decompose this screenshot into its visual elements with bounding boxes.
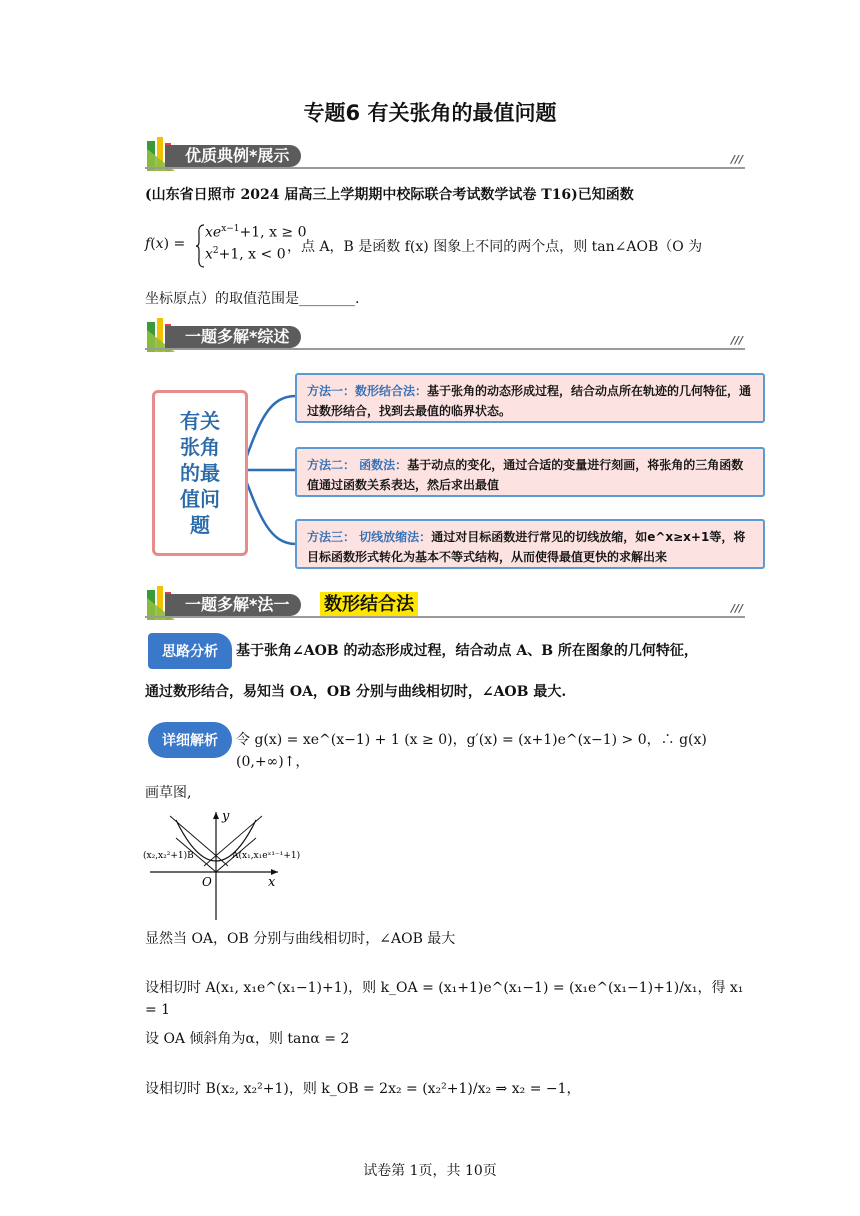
point-b-label: (x₂,x₂²+1)B — [143, 851, 194, 861]
divider — [145, 167, 745, 169]
slash-mark: /// — [730, 334, 743, 347]
section-banner-method1 — [145, 584, 745, 624]
tangent-a-line: 设相切时 A(x₁, x₁e^(x₁−1)+1)，则 k_OA = (x₁+1)e^(x₁−1) = (x₁e^(x₁−1)+1)/x₁，得 x₁ = 1 — [145, 980, 744, 1018]
slash-mark: /// — [730, 153, 743, 166]
method-text: 基于张角的动态形成过程，结合动点所在轨迹的几何特征，通过数形结合，找到去最值的临界状态。 — [307, 384, 752, 418]
mindmap-center — [152, 390, 248, 556]
analysis-line1: 基于张角∠AOB 的动态形成过程，结合动点 A、B 所在图象的几何特征， — [236, 643, 698, 659]
origin-label: O — [202, 875, 212, 889]
banner-label: 一题多解*综述 — [165, 326, 301, 348]
piece2-tail: +1, x < 0 — [218, 246, 286, 263]
brace-icon — [195, 224, 205, 268]
slash-mark: /// — [730, 602, 743, 615]
x-axis-label: x — [268, 875, 276, 890]
detail-line: 令 g(x) = xe^(x−1) + 1 (x ≥ 0)，g′(x) = (x+1)e^(x−1) > 0，∴ g(x)(0,+∞)↑， — [236, 732, 707, 770]
method-box-1 — [295, 373, 765, 423]
method-box-2 — [295, 447, 765, 497]
page-title: 专题6 有关张角的最值问题 — [303, 101, 557, 125]
mindmap-center-label: 有关张角的最值问题 — [180, 409, 220, 537]
y-axis-label: y — [222, 809, 230, 824]
problem-function: f(x) = $xe^{x-1}+1$, x ≥ 0 $x^2+1$, x < 0 ，点 A，B 是函数 f(x) 图象上不同的两个点，则 tan∠AOB（O 为 — [145, 222, 745, 270]
method-label: 方法二： 函数法： — [307, 458, 408, 472]
tangent-b-line: 设相切时 B(x₂, x₂²+1)，则 k_OB = 2x₂ = (x₂²+1)/x₂ ⇒ x₂ = −1， — [145, 1081, 581, 1097]
method-label: 方法三： 切线放缩法： — [307, 530, 432, 544]
piece1-base: xe — [205, 224, 222, 241]
alpha-line: 设 OA 倾斜角为α，则 tanα = 2 — [145, 1031, 350, 1047]
piece1-tail: +1, x ≥ 0 — [239, 224, 307, 241]
section-banner-overview — [145, 316, 745, 356]
problem-mid: ，点 A，B 是函数 f(x) 图象上不同的两个点，则 tan∠AOB（O 为 — [287, 239, 703, 255]
method-text: 通过对目标函数进行常见的切线放缩，如e^x≥x+1等，将目标函数形式转化为基本不等式结构，从而使得最值更快的求解出来 — [307, 530, 746, 564]
analysis-tag: 思路分析 — [148, 633, 232, 669]
function-sketch — [140, 806, 310, 922]
section-banner-showcase — [145, 135, 745, 175]
mindmap-connectors — [240, 378, 300, 568]
banner-label: 一题多解*法一 — [165, 594, 301, 616]
divider — [145, 616, 745, 618]
divider — [145, 348, 745, 350]
analysis-line2: 通过数形结合，易知当 OA，OB 分别与曲线相切时，∠AOB 最大. — [145, 684, 567, 700]
piece2-base: x — [205, 246, 213, 263]
banner-label: 优质典例*展示 — [165, 145, 301, 167]
banner-highlight: 数形结合法 — [320, 592, 418, 618]
method-label: 方法一：数形结合法： — [307, 384, 428, 398]
draw-label: 画草图, — [145, 785, 192, 801]
obvious-line: 显然当 OA，OB 分别与曲线相切时，∠AOB 最大 — [145, 931, 456, 947]
method-text: 基于动点的变化，通过合适的变量进行刻画，将张角的三角函数值通过函数关系表达，然后求出最值 — [307, 458, 744, 492]
method-box-3 — [295, 519, 765, 569]
point-a-label: A(x₁,x₁eˣ¹⁻¹+1) — [232, 851, 301, 861]
page-footer: 试卷第 1页，共 10页 — [363, 1163, 497, 1179]
problem-end: 坐标原点）的取值范围是________. — [145, 291, 360, 307]
piece1-exp: x−1 — [221, 224, 240, 234]
problem-source: (山东省日照市 2024 届高三上学期期中校际联合考试数学试卷 T16)已知函数 — [145, 187, 634, 203]
detail-tag: 详细解析 — [148, 722, 232, 758]
